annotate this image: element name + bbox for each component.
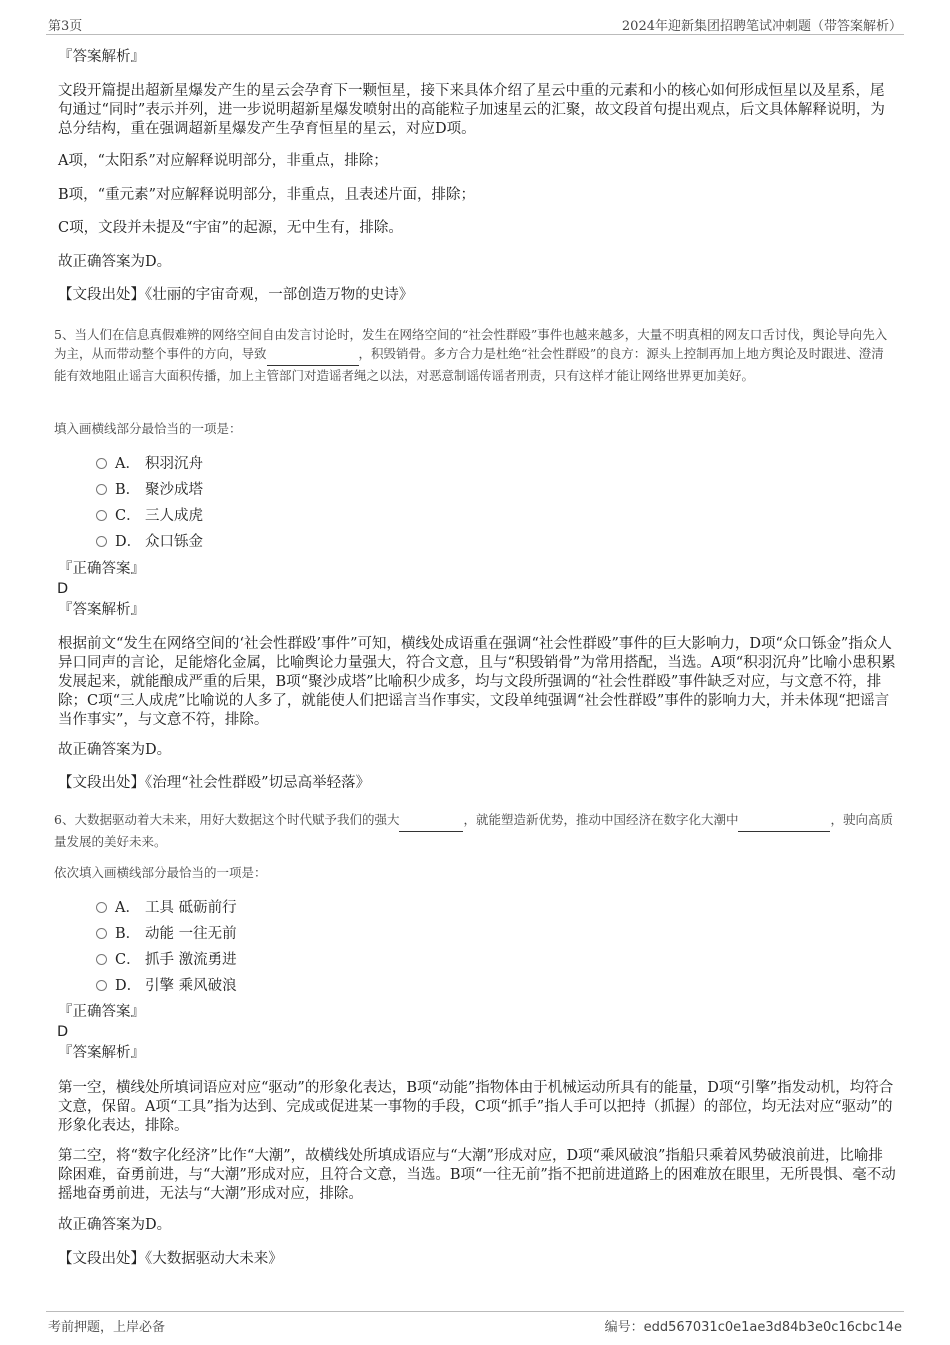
q5-stem-part1: 5、当人们在信息真假难辨的网络空间自由发言讨论时，发生在网络空间的“社会性群殴”事件也越来越多，大量不明真相的网友口舌讨伐，舆论导向先入为主，从而带动整个事件的方向，导致 (54, 327, 888, 361)
radio-icon[interactable] (96, 902, 107, 913)
q5-source-title: 《治理“社会性群殴”切忌高举轻落》 (145, 775, 371, 791)
q5-option-d[interactable]: D． 众口铄金 (96, 533, 203, 552)
radio-icon[interactable] (96, 458, 107, 469)
radio-icon[interactable] (96, 536, 107, 547)
q5-instruction: 填入画横线部分最恰当的一项是： (54, 421, 242, 436)
q6-option-c[interactable]: C． 抓手 激流勇进 (96, 951, 237, 970)
q4-elimination-c: C项，文段并未提及“宇宙”的起源，无中生有，排除。 (58, 220, 403, 236)
q5-correct-answer: D (57, 581, 69, 597)
q5-correct-label: 『正确答案』 (58, 561, 145, 577)
document-code-value: edd567031c0e1ae3d84b3e0c16cbc14e (643, 1320, 902, 1335)
q5-conclusion: 故正确答案为D。 (58, 742, 172, 758)
q4-analysis-paragraph: 文段开篇提出超新星爆发产生的星云会孕育下一颗恒星，接下来具体介绍了星云中重的元素和小的核心如何形成恒星以及星系，尾句通过“同时”表示并列，进一步说明超新星爆发喷射出的高能粒子加速星云的汇聚，故文段首句提出观点，后文具体解释说明，为总分结构，重在强调超新星爆发产生孕育恒星的星云，对应D项。 (58, 83, 885, 137)
q5-stem (54, 325, 896, 385)
q6-correct-answer: D (57, 1024, 69, 1040)
q4-source-title: 《壮丽的宇宙奇观，一部创造万物的史诗》 (145, 287, 414, 303)
radio-icon[interactable] (96, 484, 107, 495)
q6-analysis-label: 『答案解析』 (58, 1045, 145, 1061)
q6-stem-part3: ，驶向高质量发展的美好未来。 (54, 812, 893, 849)
q5-stem-part2: ，积毁销骨。多方合力是杜绝“社会性群殴”的良方：源头上控制再加上地方舆论及时跟进、澄清能有效地阻止谣言大面积传播，加上主管部门对造谣者绳之以法，对恶意制谣传谣者刑责，只有这样才能让网络世界更加美好。 (54, 346, 884, 383)
document-code (605, 1316, 902, 1335)
q4-source (58, 286, 896, 305)
q6-blank-2 (738, 812, 830, 832)
radio-icon[interactable] (96, 980, 107, 991)
q4-analysis-label: 『答案解析』 (58, 49, 145, 65)
q4-elimination-b: B项，“重元素”对应解释说明部分，非重点，且表述片面，排除； (58, 187, 475, 203)
q6-option-d[interactable]: D． 引擎 乘风破浪 (96, 977, 237, 996)
q5-option-b[interactable]: B． 聚沙成塔 (96, 481, 203, 500)
q5-analysis-label: 『答案解析』 (58, 602, 145, 618)
q6-option-b[interactable]: B． 动能 一往无前 (96, 925, 237, 944)
q6-conclusion: 故正确答案为D。 (58, 1217, 172, 1233)
q6-stem (54, 810, 896, 851)
q5-option-a[interactable]: A． 积羽沉舟 (96, 455, 203, 474)
document-code-label: 编号： (604, 1320, 644, 1335)
q5-source (58, 774, 896, 793)
q6-stem-part1: 6、大数据驱动着大未来，用好大数据这个时代赋予我们的强大 (54, 812, 400, 827)
q6-source-title: 《大数据驱动大未来》 (145, 1251, 283, 1267)
q5-blank (267, 346, 359, 366)
radio-icon[interactable] (96, 510, 107, 521)
document-title: 2024年迎新集团招聘笔试冲刺题（带答案解析） (621, 19, 902, 34)
q5-source-label: 【文段出处】 (58, 775, 145, 791)
q6-instruction: 依次填入画横线部分最恰当的一项是： (54, 865, 267, 880)
q6-correct-label: 『正确答案』 (58, 1004, 145, 1020)
q6-option-a[interactable]: A． 工具 砥砺前行 (96, 899, 237, 918)
radio-icon[interactable] (96, 928, 107, 939)
q5-option-c[interactable]: C． 三人成虎 (96, 507, 203, 526)
q5-analysis-paragraph: 根据前文“发生在网络空间的‘社会性群殴’事件”可知，横线处成语重在强调“社会性群殴”事件的巨大影响力，D项“众口铄金”指众人异口同声的言论，足能熔化金属，比喻舆论力量强大，符合文意，且与“积毁销骨”为常用搭配，当选。A项“积羽沉舟”比喻小患积累发展起来，就能酿成严重的后果，B项“聚沙成塔”比喻积少成多，均与文段所强调的“社会性群殴”事件缺乏对应，与文意不符，排除；C项“三人成虎”比喻说的人多了，就能使人们把谣言当作事实，文段单纯强调“社会性群殴”事件的影响力大，并未体现“把谣言当作事实”，与文意不符，排除。 (58, 636, 896, 728)
footer-slogan: 考前押题，上岸必备 (48, 1320, 166, 1335)
q6-stem-part2: ，就能塑造新优势，推动中国经济在数字化大潮中 (463, 812, 739, 827)
page-header (46, 14, 904, 35)
q6-source-label: 【文段出处】 (58, 1251, 145, 1267)
radio-icon[interactable] (96, 954, 107, 965)
page-footer (46, 1311, 904, 1334)
page-number: 第3页 (48, 19, 83, 34)
q4-elimination-a: A项，“太阳系”对应解释说明部分，非重点，排除； (58, 153, 388, 169)
q4-conclusion: 故正确答案为D。 (58, 254, 172, 270)
q4-source-label: 【文段出处】 (58, 287, 145, 303)
q6-blank-1 (399, 812, 463, 832)
q6-analysis-paragraph-2: 第二空，将“数字化经济”比作“大潮”，故横线处所填成语应与“大潮”形成对应，D项“乘风破浪”指船只乘着风势破浪前进，比喻排除困难，奋勇前进，与“大潮”形成对应，且符合文意，当选。B项“一往无前”指不把前进道路上的困难放在眼里，无所畏惧、毫不动摇地奋勇前进，无法与“大潮”形成对应，排除。 (58, 1148, 896, 1202)
q6-analysis-paragraph-1: 第一空，横线处所填词语应对应“驱动”的形象化表达，B项“动能”指物体由于机械运动所具有的能量，D项“引擎”指发动机，均符合文意，保留。A项“工具”指为达到、完成或促进某一事物的手段，C项“抓手”指人手可以把持（抓握）的部位，均无法对应“驱动”的形象化表达，排除。 (58, 1080, 894, 1134)
q6-source (58, 1250, 896, 1269)
